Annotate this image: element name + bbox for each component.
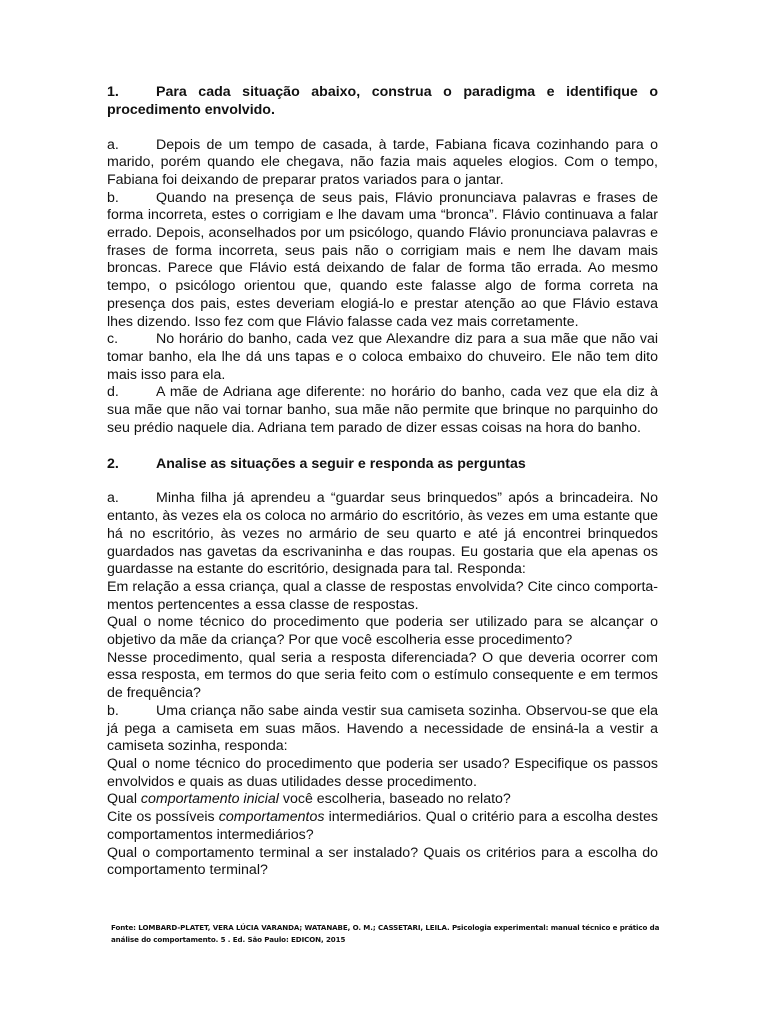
item-text: No horário do banho, cada vez que Alexandre diz para a sua mãe que não vai tomar banho, ela lhe dá uns tapas e o coloca embaixo do chuveiro. Ele não tem dito mais isso para ela. xyxy=(107,331,658,383)
item-label: b. xyxy=(107,702,119,719)
text-run: você escolheria, baseado no relato? xyxy=(278,791,511,808)
item-text: Depois de um tempo de casada, à tarde, Fabiana ficava cozinhando para o marido, porém quando ele chegava, não fazia mais aqueles elogios. Com o tempo, Fabiana foi deixando de preparar pratos variados para o jantar. xyxy=(107,136,658,188)
question-2a-sub-3: Nesse procedimento, qual seria a resposta diferenciada? O que deveria ocorrer com essa resposta, em termos do que seria feito com o estímulo consequente e em termos de frequência? xyxy=(107,649,658,702)
text-run: intermediários. Qual o critério para a escolha destes comportamentos intermediários? xyxy=(107,809,658,843)
question-2-number: 2. xyxy=(107,455,119,472)
question-2b-sub-3 xyxy=(107,809,658,844)
item-label: c. xyxy=(107,331,119,348)
item-text: Quando na presença de seus pais, Flávio pronunciava palavras e frases de forma incorreta, estes o corrigiam e lhe davam uma “bronca”. Flávio continuava a falar errado. Depois, aconselhados por um psicólogo, quando Flávio pronunciava palavras e frases de forma incorreta, seus pais não o corrigiam mais e nem lhe davam mais broncas. Parece que Flávio está deixando de falar de forma tão errada. Ao mesmo tempo, o psicólogo orientou que, quando este falasse algo de forma correta na presença dos pais, estes deveriam elogiá-lo e prestar atenção ao que Flávio estava lhes dizendo. Isso fez com que Flávio falasse cada vez mais corretamente. xyxy=(107,189,658,330)
question-2-item-b xyxy=(107,703,658,756)
question-2b-sub-2 xyxy=(107,791,658,809)
question-1-item-c xyxy=(107,331,658,384)
question-2-item-a xyxy=(107,490,658,579)
question-2-heading xyxy=(107,455,658,473)
question-2b-sub-1: Qual o nome técnico do procedimento que poderia ser usado? Especifique os passos envolvidos e quais as duas utilidades desse procedimento. xyxy=(107,756,658,790)
italic-term: comportamentos xyxy=(218,809,325,826)
text-run: Cite os possíveis xyxy=(107,809,219,826)
question-1-item-d xyxy=(107,384,658,437)
text-run: Qual xyxy=(107,791,141,808)
question-2b-sub-4: Qual o comportamento terminal a ser instalado? Quais os critérios para a escolha do comportamento terminal? xyxy=(107,844,658,879)
question-1-heading xyxy=(107,83,658,119)
italic-term: comportamento inicial xyxy=(140,791,279,808)
item-text: Uma criança não sabe ainda vestir sua camiseta sozinha. Observou-se que ela já pega a camiseta em suas mãos. Havendo a necessidade de ensiná-la a vestir a camiseta sozinha, responda: xyxy=(107,702,658,755)
item-label: a. xyxy=(107,490,119,507)
question-1-title: Para cada situação abaixo, construa o paradigma e identifique o procedimento envolvido. xyxy=(107,84,658,118)
question-1-number: 1. xyxy=(107,84,119,100)
item-label: a. xyxy=(107,136,119,153)
question-1-item-b xyxy=(107,190,658,332)
item-label: d. xyxy=(107,384,119,401)
item-text: Minha filha já aprendeu a “guardar seus brinquedos” após a brincadeira. No entanto, às vezes ela os coloca no armário do escritório, às vezes em uma estante que há no escritório, às vezes no armário de seu quarto e até já encontrei brinquedos guardados nas gavetas da escrivaninha e das roupas. Eu gostaria que ela apenas os guardasse na estante do escritório, designada para tal. Responda: xyxy=(107,490,658,578)
item-label: b. xyxy=(107,189,119,206)
question-2a-sub-2: Qual o nome técnico do procedimento que poderia ser utilizado para se alcançar o objetivo da mãe da criança? Por que você escolheria esse procedimento? xyxy=(107,614,658,649)
question-1-item-a xyxy=(107,137,658,190)
question-2-title: Analise as situações a seguir e responda as perguntas xyxy=(156,455,526,472)
question-2a-sub-1: Em relação a essa criança, qual a classe de respostas envolvida? Cite cinco comporta-mentos pertencentes a essa classe de respostas. xyxy=(107,578,658,613)
item-text: A mãe de Adriana age diferente: no horário do banho, cada vez que ela diz à sua mãe que não vai tornar banho, sua mãe não permite que brinque no parquinho do seu prédio naquele dia. Adriana tem parado de dizer essas coisas na hora do banho. xyxy=(107,384,658,436)
source-footnote: Fonte: LOMBARD-PLATET, VERA LÚCIA VARANDA; WATANABE, O. M.; CASSETARI, LEILA. Psicologia experimental: manual técnico e prático da análise do comportamento. 5 . Ed. São Paulo: EDICON, 2015 xyxy=(111,923,660,944)
